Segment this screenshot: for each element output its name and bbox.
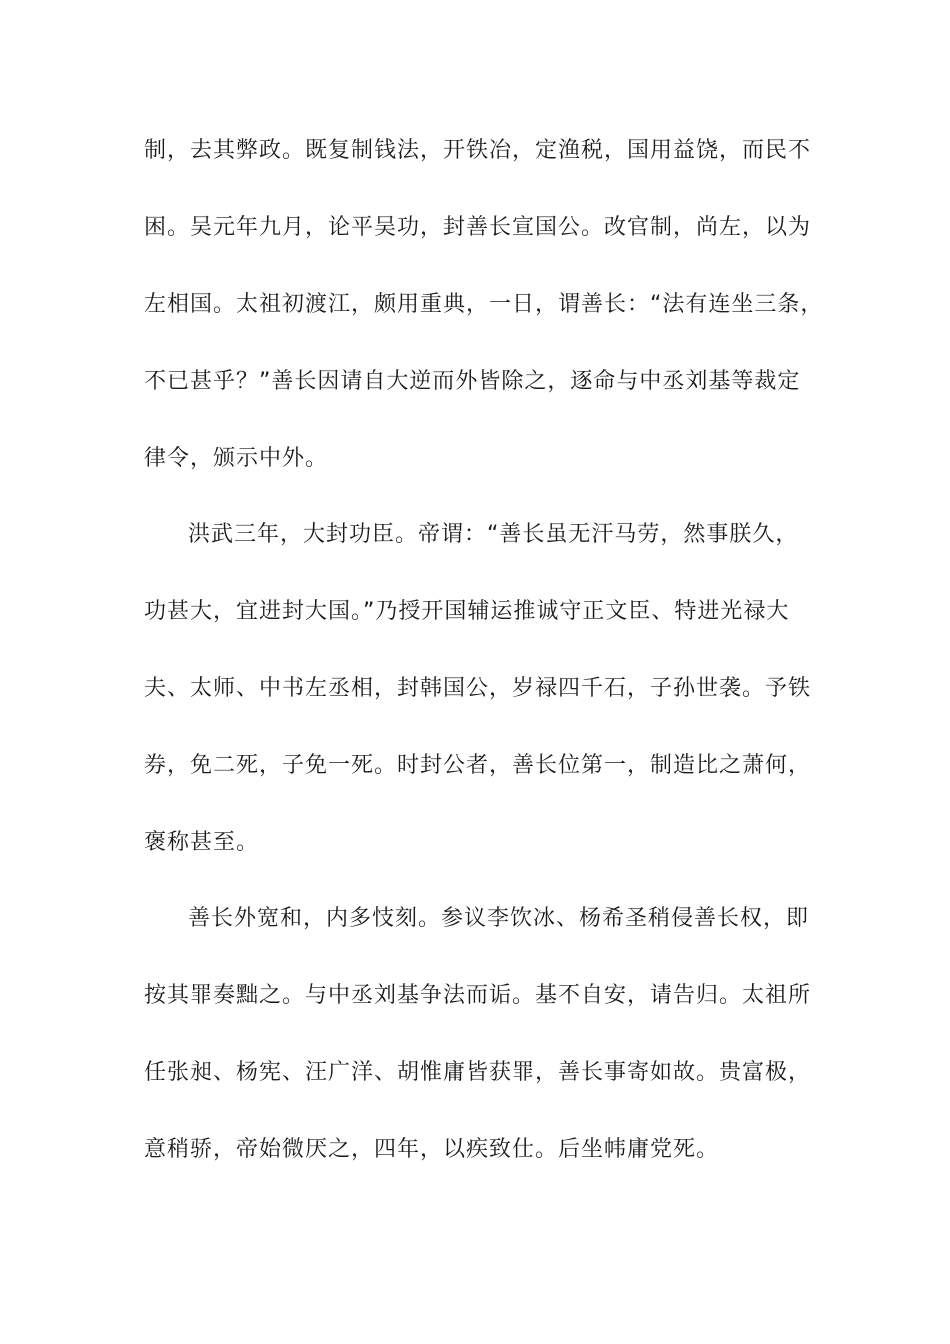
- paragraph-line: 困。吴元年九月，论平吴功，封善长宣国公。改官制，尚左，以为: [144, 215, 812, 240]
- paragraph-1: [144, 138, 824, 525]
- paragraph-line: 功甚大，宜进封大国。”乃授开国辅运推诚守正文臣、特进光禄大: [144, 599, 790, 624]
- paragraph-line: 券，免二死，子免一死。时封公者，善长位第一，制造比之萧何，: [144, 753, 812, 778]
- paragraph-first-line: 洪武三年，大封功臣。帝谓：“善长虽无汗马劳，然事朕久，: [188, 522, 799, 547]
- paragraph-2: [144, 524, 814, 909]
- paragraph-line: 左相国。太祖初渡江，颇用重典，一日，谓善长：“法有连坐三条，: [144, 292, 824, 317]
- paragraph-line: 制，去其弊政。既复制钱法，开铁冶，定渔税，国用益饶，而民不: [144, 138, 812, 163]
- paragraph-line: 按其罪奏黜之。与中丞刘基争法而诟。基不自安，请告归。太祖所: [144, 983, 812, 1008]
- paragraph-line: 任张昶、杨宪、汪广洋、胡惟庸皆获罪，善长事寄如故。贵富极，: [144, 1060, 812, 1085]
- paragraph-line: 意稍骄，帝始微厌之，四年，以疾致仕。后坐帏庸党死。: [144, 1137, 720, 1162]
- paragraph-line: 褒称甚至。: [144, 830, 260, 855]
- paragraph-line: 律令，颁示中外。: [144, 446, 329, 471]
- paragraph-line: 夫、太师、中书左丞相，封韩国公，岁禄四千石，子孙世袭。予铁: [144, 676, 812, 701]
- paragraph-line: 不已甚乎？”善长因请自大逆而外皆除之，逐命与中丞刘基等裁定: [144, 369, 801, 394]
- paragraph-first-line: 善长外宽和，内多忮刻。参议李饮冰、杨希圣稍侵善长权，即: [188, 906, 810, 931]
- paragraph-3: [144, 908, 814, 1216]
